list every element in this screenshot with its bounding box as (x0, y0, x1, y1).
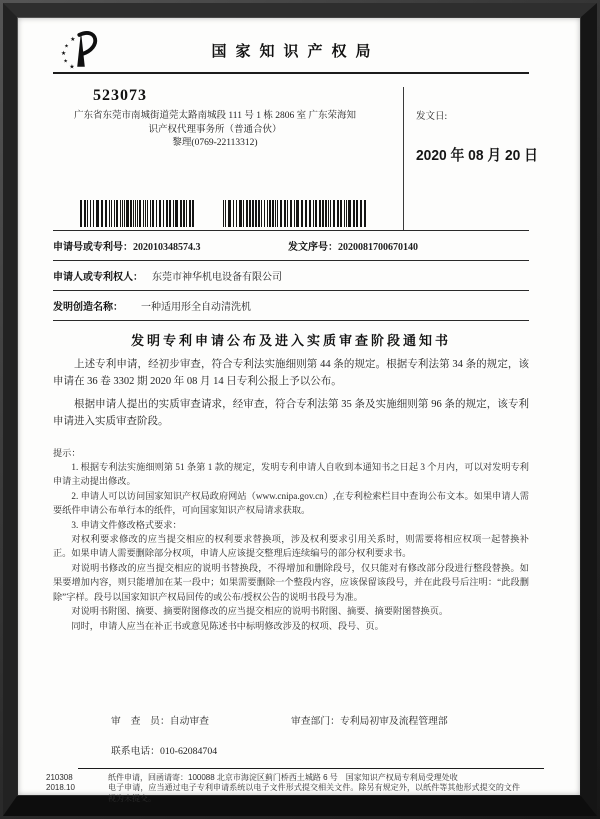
serial-number-label: 发文序号： (288, 242, 338, 253)
svg-text:★: ★ (69, 64, 75, 71)
footer-note-electronic: 电子申请，应当通过电子专利申请系统以电子文件形式提交相关文件。除另有规定外，以纸件等其他形式提交的文件视为未提交。 (108, 783, 520, 803)
hint-item: 3. 申请文件修改格式要求： (71, 519, 182, 530)
svg-text:★: ★ (64, 44, 69, 50)
invention-title-row (53, 291, 529, 321)
barcode-right (223, 200, 366, 227)
department-label: 审查部门： (290, 715, 340, 727)
applicant-cell (53, 268, 282, 283)
barcode-group (80, 200, 366, 227)
form-codes (46, 773, 108, 805)
serial-number-cell (288, 238, 418, 253)
contact-row (111, 743, 529, 757)
department-value: 专利局初审及流程管理部 (339, 715, 448, 727)
notice-title: 发明专利申请公布及进入实质审查阶段通知书 (130, 333, 451, 348)
application-number-label: 申请号或专利号： (53, 242, 133, 253)
hint-item: 同时，申请人应当在补正书或意见陈述书中标明修改涉及的权项、段号、页。 (71, 620, 384, 631)
dispatch-section (53, 87, 538, 231)
agency-title: 国家知识产权局 (211, 44, 380, 60)
hints-section (53, 446, 529, 633)
hint-item: 对说明书附图、摘要、摘要附图修改的应当提交相应的说明书附图、摘要、摘要附图替换页。 (71, 606, 449, 617)
hint-item: 对权利要求修改的应当提交相应的权利要求替换项，涉及权利要求引用关系时，则需要将相应权项一起替换补正。如果申请人需要删除部分权项，申请人应该提交整理后连续编号的部分权利要求书。 (53, 534, 529, 559)
applicant-label: 申请人或专利权人： (53, 272, 143, 283)
examiner-label: 审 查 员： (111, 715, 170, 727)
examiner-value: 自动审查 (169, 715, 209, 727)
invention-title-cell (53, 298, 251, 313)
invention-title-label: 发明创造名称： (53, 302, 123, 313)
hint-item: 2. 申请人可以访问国家知识产权局政府网站（www.cnipa.gov.cn）,在专利检索栏目中查询公布文本。如果申请人需要纸件申请公布单行本的纸件，可向国家知识产权局请求获取。 (53, 490, 529, 516)
phone-value: 010-62084704 (159, 745, 218, 757)
form-version: 2018.10 (46, 783, 75, 793)
body-paragraph: 上述专利申请，经初步审查，符合专利法实施细则第 44 条的规定。根据专利法第 34 条的规定，该申请在 36 卷 3302 期 2020 年 08 月 14 日专利公报上予以公布。 (53, 359, 529, 388)
document-header (53, 18, 529, 74)
svg-text:★: ★ (70, 36, 76, 43)
address-line: 广东省东莞市南城街道莞太路南城段 111 号 1 栋 2806 室 广东荣海知 (74, 111, 356, 121)
document-content (46, 18, 538, 804)
body-paragraph: 根据申请人提出的实质审查请求，经审查，符合专利法第 35 条及实施细则第 96 条的规定，该专利申请进入实质审查阶段。 (53, 398, 529, 428)
invention-title-value: 一种适用形全自动清洗机 (141, 302, 251, 313)
footer-notes (108, 773, 520, 805)
form-code: 210308 (46, 772, 73, 782)
applicant-row (53, 261, 529, 291)
dispatch-date-value: 2020 年 08 月 20 日 (416, 147, 538, 164)
application-number-row (53, 231, 529, 261)
document-footer (46, 768, 529, 805)
barcode-left (80, 200, 196, 227)
issue-code: 523073 (93, 87, 147, 104)
svg-text:★: ★ (63, 59, 68, 65)
application-number-cell (53, 238, 288, 253)
hints-label: 提示： (53, 447, 81, 458)
dispatch-date-cell (403, 87, 580, 230)
footer-note-paper: 纸件申请，回函请寄：100088 北京市海淀区蓟门桥西土城路 6 号 国家知识产权局专利局受理处收 (108, 772, 458, 782)
department-cell (291, 713, 448, 727)
recipient-address (57, 110, 373, 151)
phone-label: 联系电话： (111, 745, 160, 757)
footer-rule (78, 768, 544, 769)
address-line: 识产权代理事务所（普通合伙） (148, 124, 282, 135)
signature-row (53, 713, 529, 727)
notice-document (18, 18, 580, 803)
address-line: 黎理(0769-22113312) (172, 138, 258, 148)
examiner-cell (111, 713, 209, 727)
dispatch-date-label: 发文日: (416, 112, 448, 122)
serial-number-value: 2020081700670140 (338, 242, 418, 253)
application-number-value: 202010348574.3 (133, 242, 201, 253)
hint-item: 对说明书修改的应当提交相应的说明书替换段，不得增加和删除段号，仅只能对有修改部分段进行整段替换。如果要增加内容，则只能增加在某一段中；如果需要删除一个整段内容，应该保留该段号，并在此段号后注明：“此段删除”字样。段号以国家知识产权局回传的或公布/授权公告的说明书段号为准。 (53, 562, 529, 602)
hint-item: 1. 根据专利法实施细则第 51 条第 1 款的规定，发明专利申请人自收到本通知书之日起 3 个月内，可以对发明专利申请主动提出修改。 (53, 462, 529, 487)
svg-text:★: ★ (60, 51, 67, 58)
applicant-value: 东莞市神华机电设备有限公司 (152, 272, 282, 283)
